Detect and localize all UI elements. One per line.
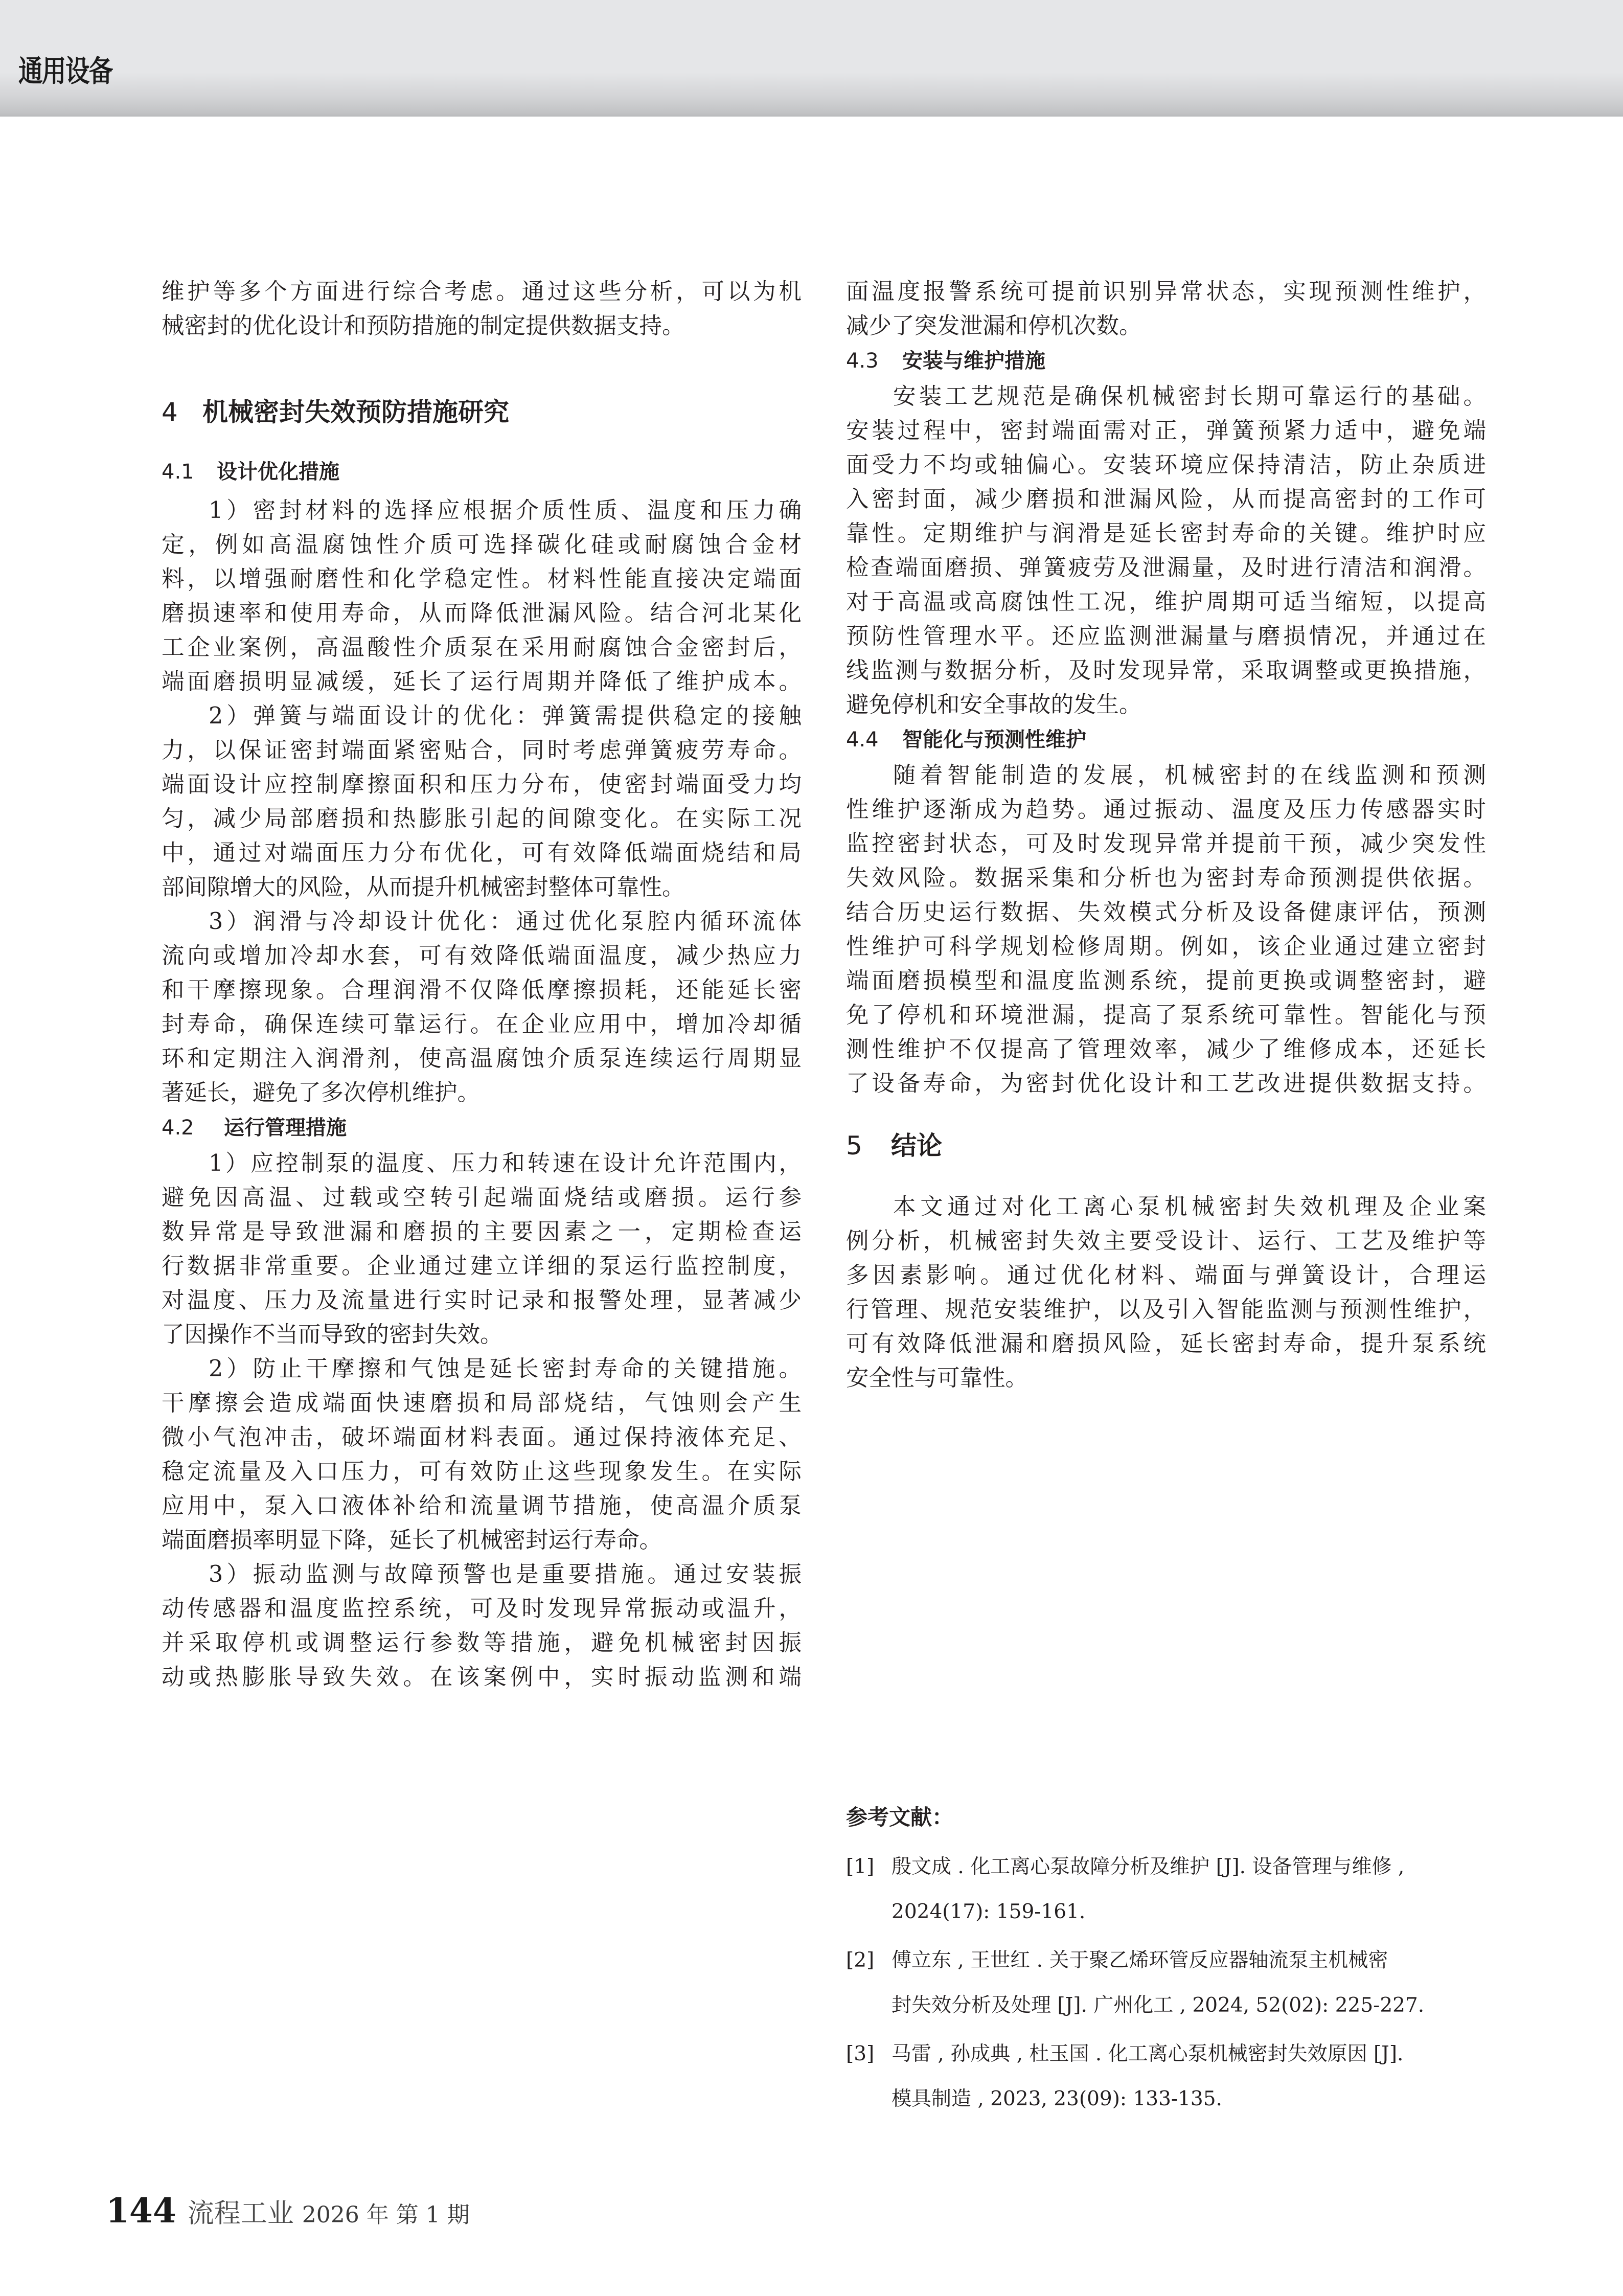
section-category-title: 通用设备 [18, 54, 112, 88]
body-line: 安装工艺规范是确保机械密封长期可靠运行的基础。 [893, 383, 1486, 410]
body-line: 靠性。定期维护与润滑是延长密封寿命的关键。维护时应 [846, 520, 1486, 547]
section-number: 4 [162, 397, 178, 427]
body-line: 对于高温或高腐蚀性工况，维护周期可适当缩短，以提高 [846, 589, 1486, 615]
body-line: 了因操作不当而导致的密封失效。 [162, 1322, 503, 1348]
body-line: 端面磨损率明显下降，延长了机械密封运行寿命。 [162, 1527, 662, 1553]
body-line: 检查端面磨损、弹簧疲劳及泄漏量，及时进行清洁和润滑。 [846, 555, 1486, 581]
body-line: 结合历史运行数据、失效模式分析及设备健康评估，预测 [846, 899, 1486, 925]
body-line: 端面磨损模型和温度监测系统，提前更换或调整密封，避 [846, 968, 1486, 994]
subsection-title: 设计优化措施 [217, 460, 339, 484]
section-title: 机械密封失效预防措施研究 [202, 397, 509, 427]
references-heading: 参考文献： [846, 1805, 954, 1830]
body-line: 维护等多个方面进行综合考虑。通过这些分析，可以为机 [162, 279, 802, 305]
body-line: 微小气泡冲击，破坏端面材料表面。通过保持液体充足、 [162, 1424, 802, 1450]
body-line: 干摩擦会造成端面快速磨损和局部烧结，气蚀则会产生 [162, 1390, 802, 1416]
reference-index: [1] [846, 1855, 875, 1878]
body-line: 料，以增强耐磨性和化学稳定性。材料性能直接决定端面 [162, 566, 802, 592]
reference-continuation: 模具制造 , 2023, 23(09): 133-135. [891, 2087, 1222, 2110]
body-line: 动或热膨胀导致失效。在该案例中，实时振动监测和端 [162, 1664, 802, 1690]
section-number: 5 [846, 1131, 862, 1161]
body-line: 免了停机和环境泄漏，提高了泵系统可靠性。智能化与预 [846, 1002, 1486, 1028]
body-line: 匀，减少局部磨损和热膨胀引起的间隙变化。在实际工况 [162, 806, 802, 832]
body-line: 磨损速率和使用寿命，从而降低泄漏风险。结合河北某化 [162, 600, 802, 626]
body-line: 动传感器和温度监控系统，可及时发现异常振动或温升， [162, 1596, 802, 1622]
reference-continuation: 封失效分析及处理 [J]. 广州化工 , 2024, 52(02): 225-227. [891, 1994, 1425, 2017]
body-line: 性维护逐渐成为趋势。通过振动、温度及压力传感器实时 [846, 797, 1486, 823]
page-footer [106, 2191, 470, 2231]
body-line: 性维护可科学规划检修周期。例如，该企业通过建立密封 [846, 934, 1486, 960]
body-line: 部间隙增大的风险，从而提升机械密封整体可靠性。 [162, 874, 685, 900]
body-line: 随着智能制造的发展，机械密封的在线监测和预测 [893, 762, 1486, 788]
issue-info: 2026 年 第 1 期 [302, 2202, 470, 2228]
subsection-title: 运行管理措施 [224, 1116, 347, 1140]
body-line: 械密封的优化设计和预防措施的制定提供数据支持。 [162, 313, 685, 339]
reference-text: 马雷 , 孙成典 , 杜玉国 . 化工离心泵机械密封失效原因 [J]. [891, 2042, 1404, 2065]
body-line: 中，通过对端面压力分布优化，可有效降低端面烧结和局 [162, 840, 802, 866]
subsection-heading-4-3 [846, 347, 1045, 375]
reference-item-2 [846, 1945, 1486, 1976]
body-line: 数异常是导致泄漏和磨损的主要因素之一，定期检查运 [162, 1219, 802, 1245]
reference-text: 傅立东 , 王世红 . 关于聚乙烯环管反应器轴流泵主机械密 [891, 1949, 1388, 1972]
reference-continuation: 2024(17): 159-161. [891, 1900, 1086, 1923]
subsection-number: 4.4 [846, 728, 879, 752]
body-line: 3）润滑与冷却设计优化：通过优化泵腔内循环流体 [209, 908, 802, 935]
body-line: 1）应控制泵的温度、压力和转速在设计允许范围内， [209, 1150, 802, 1176]
body-line: 稳定流量及入口压力，可有效防止这些现象发生。在实际 [162, 1459, 802, 1485]
journal-name: 流程工业 [187, 2198, 294, 2229]
reference-index: [3] [846, 2042, 875, 2065]
reference-index: [2] [846, 1949, 875, 1972]
body-line: 2）防止干摩擦和气蚀是延长密封寿命的关键措施。 [209, 1356, 802, 1382]
running-header-band [0, 0, 1623, 117]
subsection-title: 安装与维护措施 [902, 349, 1045, 373]
body-line: 测性维护不仅提高了管理效率，减少了维修成本，还延长 [846, 1036, 1486, 1062]
body-line: 和干摩擦现象。合理润滑不仅降低摩擦损耗，还能延长密 [162, 977, 802, 1003]
body-line: 流向或增加冷却水套，可有效降低端面温度，减少热应力 [162, 943, 802, 969]
body-line: 预防性管理水平。还应监测泄漏量与磨损情况，并通过在 [846, 623, 1486, 649]
body-line: 对温度、压力及流量进行实时记录和报警处理，显著减少 [162, 1287, 802, 1313]
reference-item-1 [846, 1852, 1486, 1882]
subsection-heading-4-4 [846, 725, 1086, 754]
body-line: 避免停机和安全事故的发生。 [846, 692, 1142, 718]
body-line: 入密封面，减少磨损和泄漏风险，从而提高密封的工作可 [846, 486, 1486, 512]
body-line: 端面设计应控制摩擦面积和压力分布，使密封端面受力均 [162, 771, 802, 798]
body-line: 面受力不均或轴偏心。安装环境应保持清洁，防止杂质进 [846, 452, 1486, 478]
subsection-heading-4-1 [162, 458, 339, 486]
body-line: 端面磨损明显减缓，延长了运行周期并降低了维护成本。 [162, 669, 802, 695]
body-line: 避免因高温、过载或空转引起端面烧结或磨损。运行参 [162, 1185, 802, 1211]
section-title: 结论 [891, 1131, 942, 1161]
reference-text: 殷文成 . 化工离心泵故障分析及维护 [J]. 设备管理与维修 , [891, 1855, 1405, 1878]
body-line: 3）振动监测与故障预警也是重要措施。通过安装振 [209, 1561, 802, 1587]
body-line: 可有效降低泄漏和磨损风险，延长密封寿命，提升泵系统 [846, 1331, 1486, 1357]
page-number: 144 [106, 2191, 176, 2231]
body-line: 线监测与数据分析，及时发现异常，采取调整或更换措施， [846, 657, 1486, 684]
subsection-number: 4.3 [846, 349, 879, 373]
body-line: 失效风险。数据采集和分析也为密封寿命预测提供依据。 [846, 865, 1486, 891]
body-line: 监控密封状态，可及时发现异常并提前干预，减少突发性 [846, 831, 1486, 857]
body-line: 行数据非常重要。企业通过建立详细的泵运行监控制度， [162, 1253, 802, 1279]
body-line: 本文通过对化工离心泵机械密封失效机理及企业案 [893, 1194, 1486, 1220]
body-line: 安装过程中，密封端面需对正，弹簧预紧力适中，避免端 [846, 418, 1486, 444]
body-line: 1）密封材料的选择应根据介质性质、温度和压力确 [209, 497, 802, 524]
body-line: 安全性与可靠性。 [846, 1365, 1028, 1391]
section-heading-5 [846, 1130, 942, 1162]
body-line: 著延长，避免了多次停机维护。 [162, 1080, 481, 1106]
body-line: 并采取停机或调整运行参数等措施，避免机械密封因振 [162, 1630, 802, 1656]
body-line: 环和定期注入润滑剂，使高温腐蚀介质泵连续运行周期显 [162, 1045, 802, 1072]
body-line: 行管理、规范安装维护，以及引入智能监测与预测性维护， [846, 1297, 1486, 1323]
body-line: 工企业案例，高温酸性介质泵在采用耐腐蚀合金密封后， [162, 634, 802, 661]
body-line: 多因素影响。通过优化材料、端面与弹簧设计，合理运 [846, 1262, 1486, 1288]
body-line: 力，以保证密封端面紧密贴合，同时考虑弹簧疲劳寿命。 [162, 737, 802, 763]
body-line: 应用中，泵入口液体补给和流量调节措施，使高温介质泵 [162, 1493, 802, 1519]
subsection-title: 智能化与预测性维护 [902, 728, 1086, 752]
subsection-number: 4.2 [162, 1116, 194, 1140]
body-line: 面温度报警系统可提前识别异常状态，实现预测性维护， [846, 279, 1486, 305]
body-line: 定，例如高温腐蚀性介质可选择碳化硅或耐腐蚀合金材 [162, 532, 802, 558]
reference-item-3 [846, 2039, 1486, 2070]
body-line: 封寿命，确保连续可靠运行。在企业应用中，增加冷却循 [162, 1011, 802, 1037]
section-heading-4 [162, 396, 509, 428]
subsection-heading-4-2 [162, 1113, 347, 1142]
subsection-number: 4.1 [162, 460, 194, 484]
body-line: 减少了突发泄漏和停机次数。 [846, 313, 1142, 339]
body-line: 了设备寿命，为密封优化设计和工艺改进提供数据支持。 [846, 1071, 1486, 1097]
body-line: 2）弹簧与端面设计的优化：弹簧需提供稳定的接触 [209, 703, 802, 729]
body-line: 例分析，机械密封失效主要受设计、运行、工艺及维护等 [846, 1228, 1486, 1254]
